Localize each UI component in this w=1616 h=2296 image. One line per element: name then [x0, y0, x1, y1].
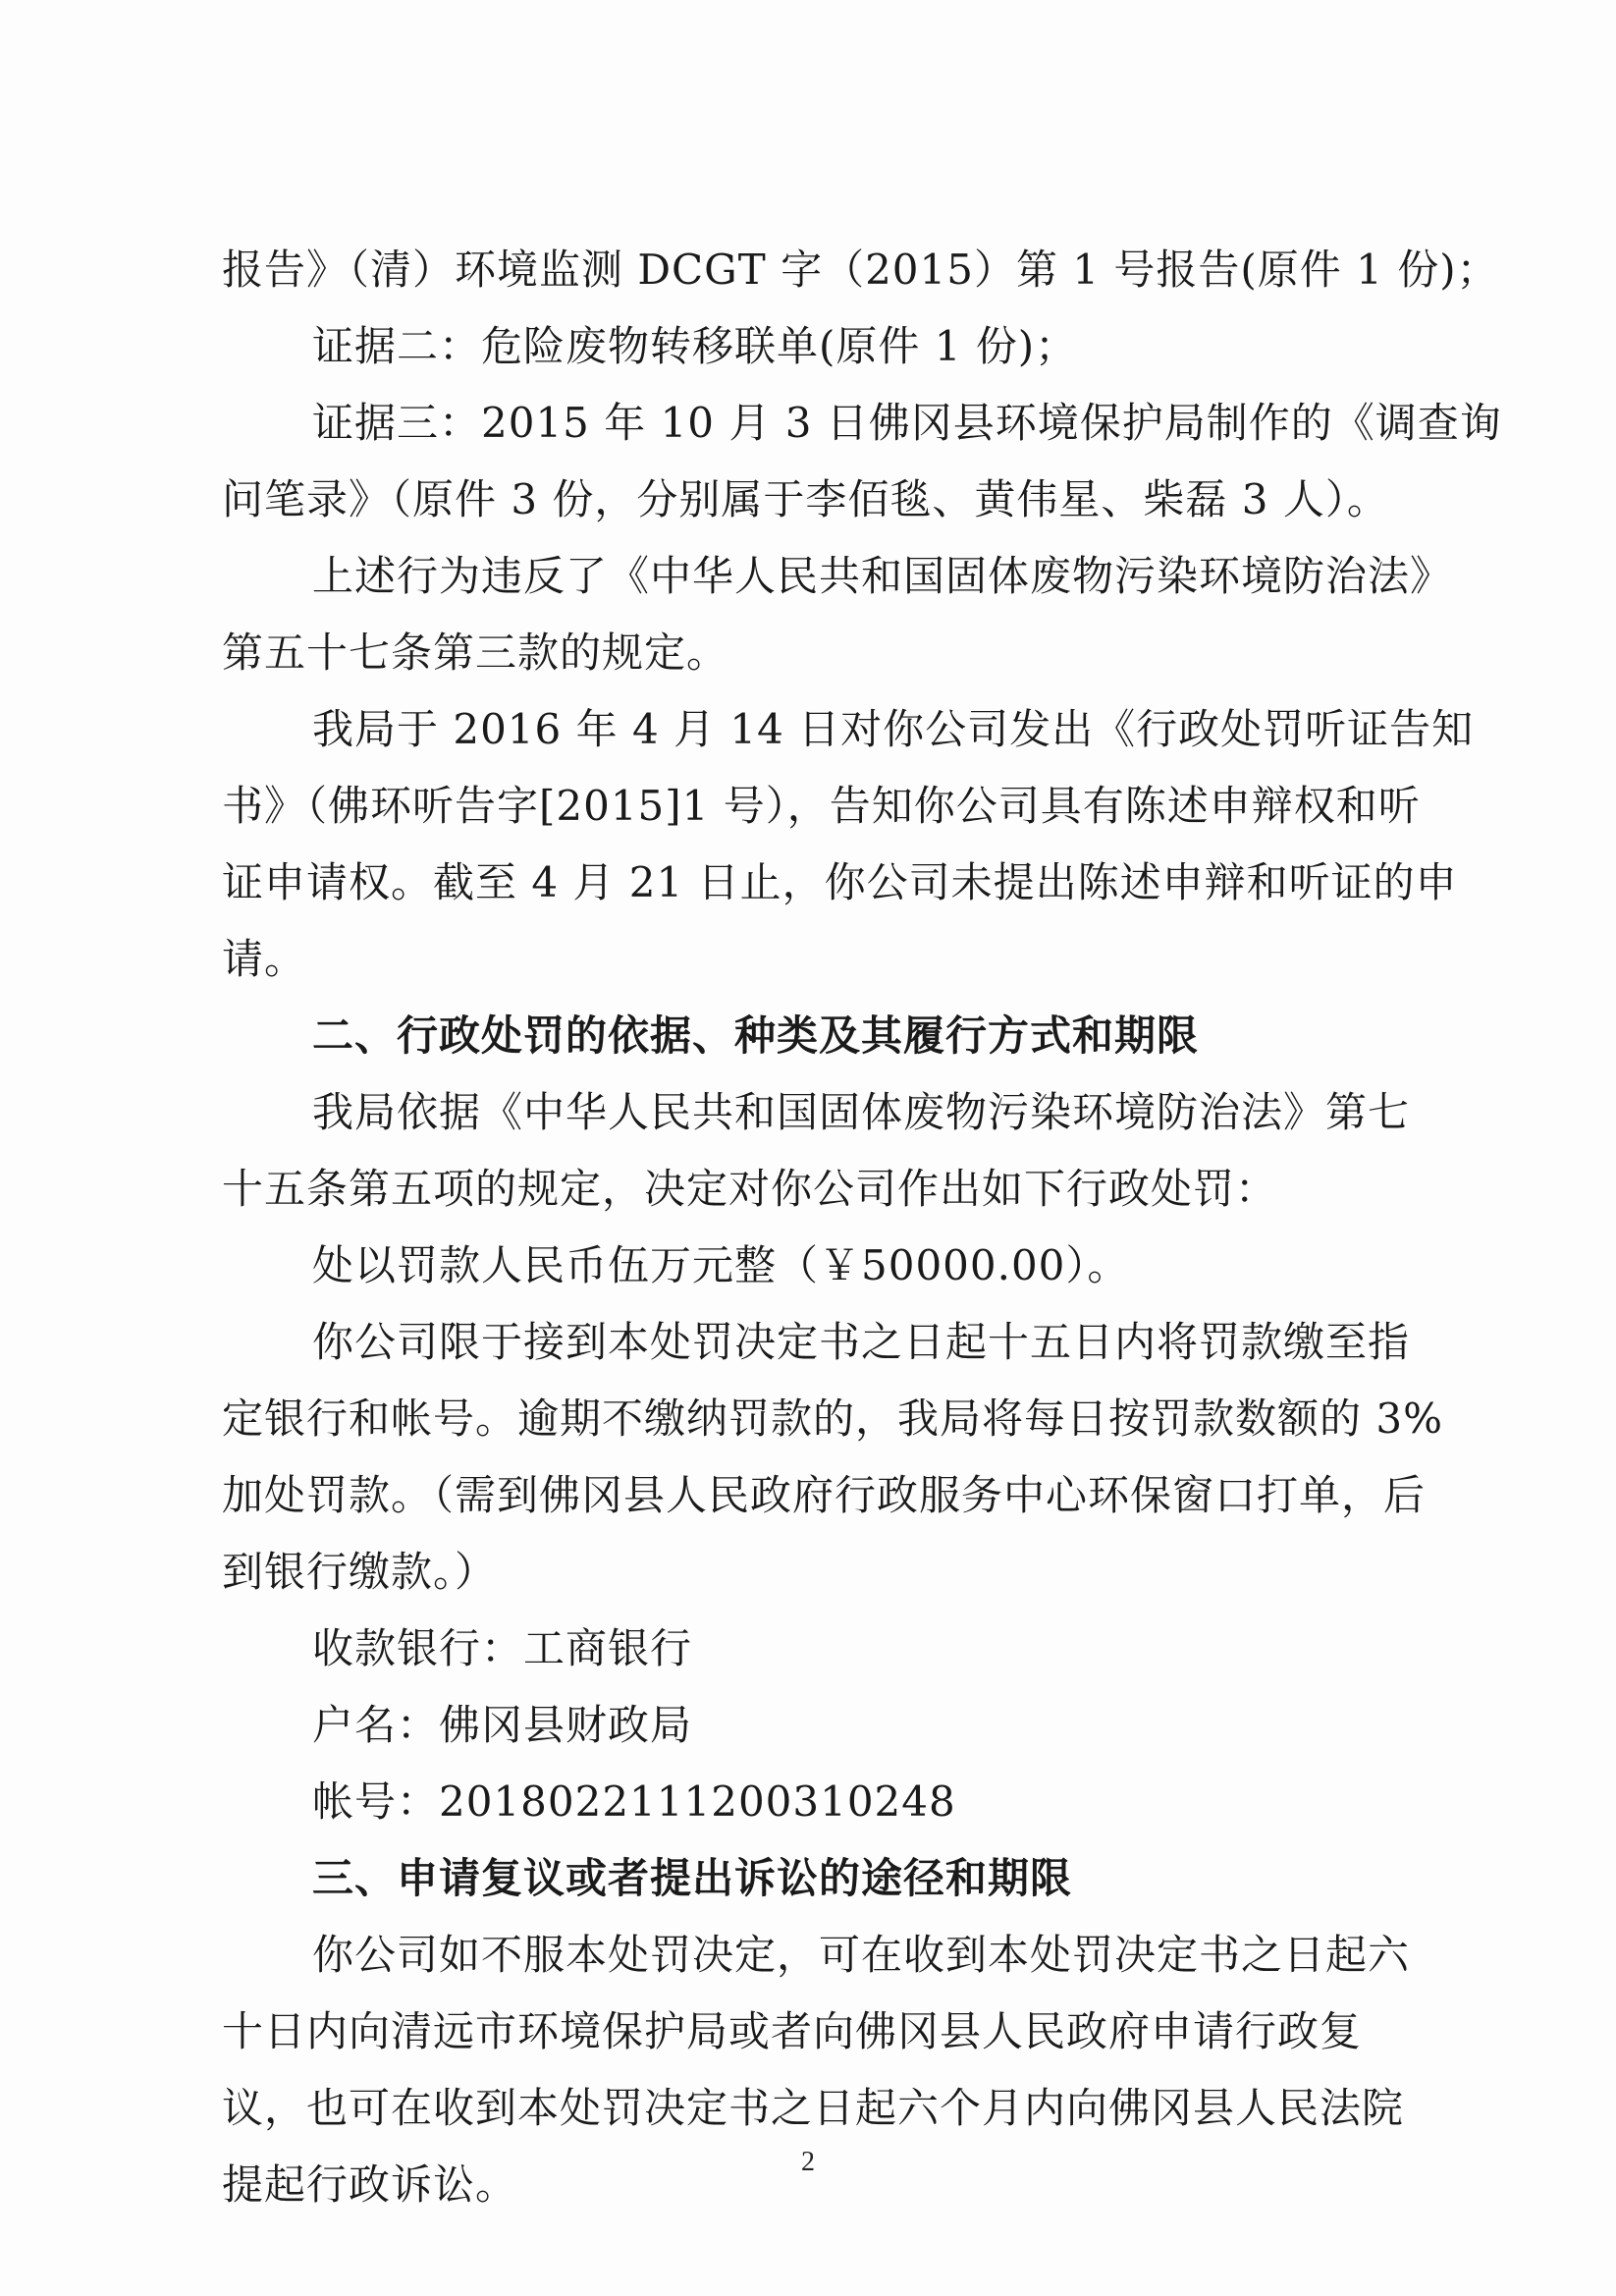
- text-line: 提起行政诉讼。: [222, 2160, 518, 2209]
- text-line: 你公司如不服本处罚决定，可在收到本处罚决定书之日起六: [312, 1931, 1411, 1979]
- text-line: 问笔录》（原件 3 份，分别属于李佰毯、黄伟星、柴磊 3 人）。: [222, 475, 1389, 523]
- text-line: 请。: [222, 935, 307, 983]
- text-line: 书》（佛环听告字[2015]1 号），告知你公司具有陈述申辩权和听: [222, 782, 1421, 830]
- text-line: 收款银行：工商银行: [312, 1624, 693, 1672]
- text-line: 加处罚款。（需到佛冈县人民政府行政服务中心环保窗口打单，后: [222, 1471, 1427, 1519]
- text-line: 你公司限于接到本处罚决定书之日起十五日内将罚款缴至指: [312, 1318, 1411, 1366]
- text-line: 十五条第五项的规定，决定对你公司作出如下行政处罚：: [222, 1165, 1278, 1213]
- text-line: 我局依据《中华人民共和国固体废物污染环境防治法》第七: [312, 1088, 1411, 1136]
- text-line: 户名：佛冈县财政局: [312, 1701, 693, 1749]
- text-line: 上述行为违反了《中华人民共和国固体废物污染环境防治法》: [312, 552, 1453, 600]
- document-body: [222, 232, 1502, 2223]
- text-line: 证据二：危险废物转移联单(原件 1 份)；: [312, 322, 1078, 370]
- text-line: 帐号：2018022111200310248: [312, 1777, 956, 1826]
- text-line: 第五十七条第三款的规定。: [222, 629, 729, 677]
- text-line: 证据三：2015 年 10 月 3 日佛冈县环境保护局制作的《调查询: [312, 399, 1502, 447]
- text-line: 定银行和帐号。逾期不缴纳罚款的，我局将每日按罚款数额的 3%: [222, 1394, 1443, 1443]
- section-heading: 二、行政处罚的依据、种类及其履行方式和期限: [312, 1011, 1200, 1060]
- text-line: 十日内向清远市环境保护局或者向佛冈县人民政府申请行政复: [222, 2007, 1363, 2055]
- section-heading: 三、申请复议或者提出诉讼的途径和期限: [312, 1854, 1073, 1902]
- page-number: 2: [801, 2147, 815, 2177]
- text-line: 到银行缴款。）: [222, 1548, 498, 1596]
- text-line: 议，也可在收到本处罚决定书之日起六个月内向佛冈县人民法院: [222, 2084, 1405, 2132]
- text-line: 报告》（清）环境监测 DCGT 字（2015）第 1 号报告(原件 1 份)；: [222, 246, 1499, 294]
- text-line: 处以罚款人民币伍万元整（￥50000.00）。: [312, 1241, 1130, 1289]
- text-line: 我局于 2016 年 4 月 14 日对你公司发出《行政处罚听证告知: [312, 705, 1475, 753]
- text-line: 证申请权。截至 4 月 21 日止，你公司未提出陈述申辩和听证的申: [222, 858, 1458, 906]
